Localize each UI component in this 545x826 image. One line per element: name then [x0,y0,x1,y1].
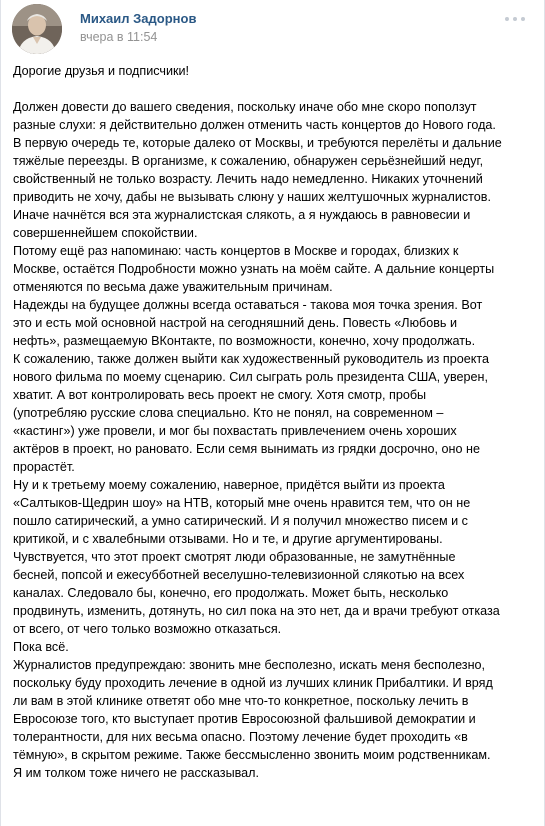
author-name-link[interactable]: Михаил Задорнов [80,11,197,26]
post-greeting: Дорогие друзья и подписчики! [13,64,190,78]
post-paragraph: Потому ещё раз напоминаю: часть концертов в Москве и городах, близких к Москве, остаётся Подробности можно узнать на моём сайте. А дальние концерты отменяются по весьма даже уважительным причинам. [13,244,495,294]
post-text [13,62,540,782]
post-timestamp[interactable]: вчера в 11:54 [80,30,158,44]
post-paragraph: К сожалению, также должен выйти как художественный руководитель из проекта нового фильма по моему сценарию. Сил сыграть роль президента США, уверен, хватит. А вот контролировать весь проект не смогу. Хотя смотр, пробы (употребляю русские слова специально. Кто не понял, на современном – «кастинг») уже провели, и мог бы похвастать привлечением очень хороших актёров в проект, но рановато. Если семя вынимать из грядки досрочно, оно не прорастёт. [13,352,490,474]
post-header [12,3,532,55]
more-dot [505,17,509,21]
more-options-icon[interactable] [504,12,526,26]
more-dot [513,17,517,21]
more-dot [521,17,525,21]
post-paragraph: Пока всё. [13,640,69,654]
post-paragraph: Надежды на будущее должны всегда оставаться - такова моя точка зрения. Вот это и есть мой основной настрой на сегодняшний день. Повесть «Любовь и нефть», размещаемую ВКонтакте, по возможности, конечно, хочу продолжать. [13,298,483,348]
avatar-photo-icon [12,4,62,54]
post-paragraph: Должен довести до вашего сведения, поскольку иначе обо мне скоро поползут разные слухи: я действительно должен отменить часть концертов до Нового года. В первую очередь те, которые далеко от Москвы, и требуются перелёты и дальние тяжёлые переезды. В организме, к сожалению, обнаружен серьёзнейший недуг, свойственный не только возрасту. Лечить надо немедленно. Никаких уточнений приводить не хочу, дабы не вызывать слюну у наших желтушочных журналистов. Иначе начнётся вся эта журналистская слякоть, а я нуждаюсь в равновесии и совершеннейшем спокойствии. [13,100,502,240]
post-paragraph: Ну и к третьему моему сожалению, наверное, придётся выйти из проекта «Салтыков-Щедрин шоу» на НТВ, который мне очень нравится тем, что он не пошло сатирический, а умно сатирический. И я получил множество писем и с критикой, и с хвалебными отзывами. Но и те, и другие аргументированы. Чувствуется, что этот проект смотрят люди образованные, не замутнённые бесней, попсой и ежесубботней веселушно-телевизионной слякотью на всех каналах. Следовало бы, конечно, его продолжать. Может быть, несколько продвинуть, изменить, дотянуть, но сил пока на это нет, да и врачи требуют отказа от всего, от чего только возможно отказаться. [13,478,500,636]
avatar[interactable] [12,4,62,54]
post-paragraph: Журналистов предупреждаю: звонить мне бесполезно, искать меня бесполезно, поскольку буду проходить лечение в одной из лучших клиник Прибалтики. И вряд ли вам в этой клинике ответят обо мне что-то конкретное, поскольку лечить в Евросоюзе того, кто выступает против Евросоюзной фальшивой демократии и толерантности, для них весьма опасно. Поэтому лечение будет проходить «в тёмную», в скрытом режиме. Также бессмысленно звонить моим родственникам. Я им толком тоже ничего не рассказывал. [13,658,493,780]
